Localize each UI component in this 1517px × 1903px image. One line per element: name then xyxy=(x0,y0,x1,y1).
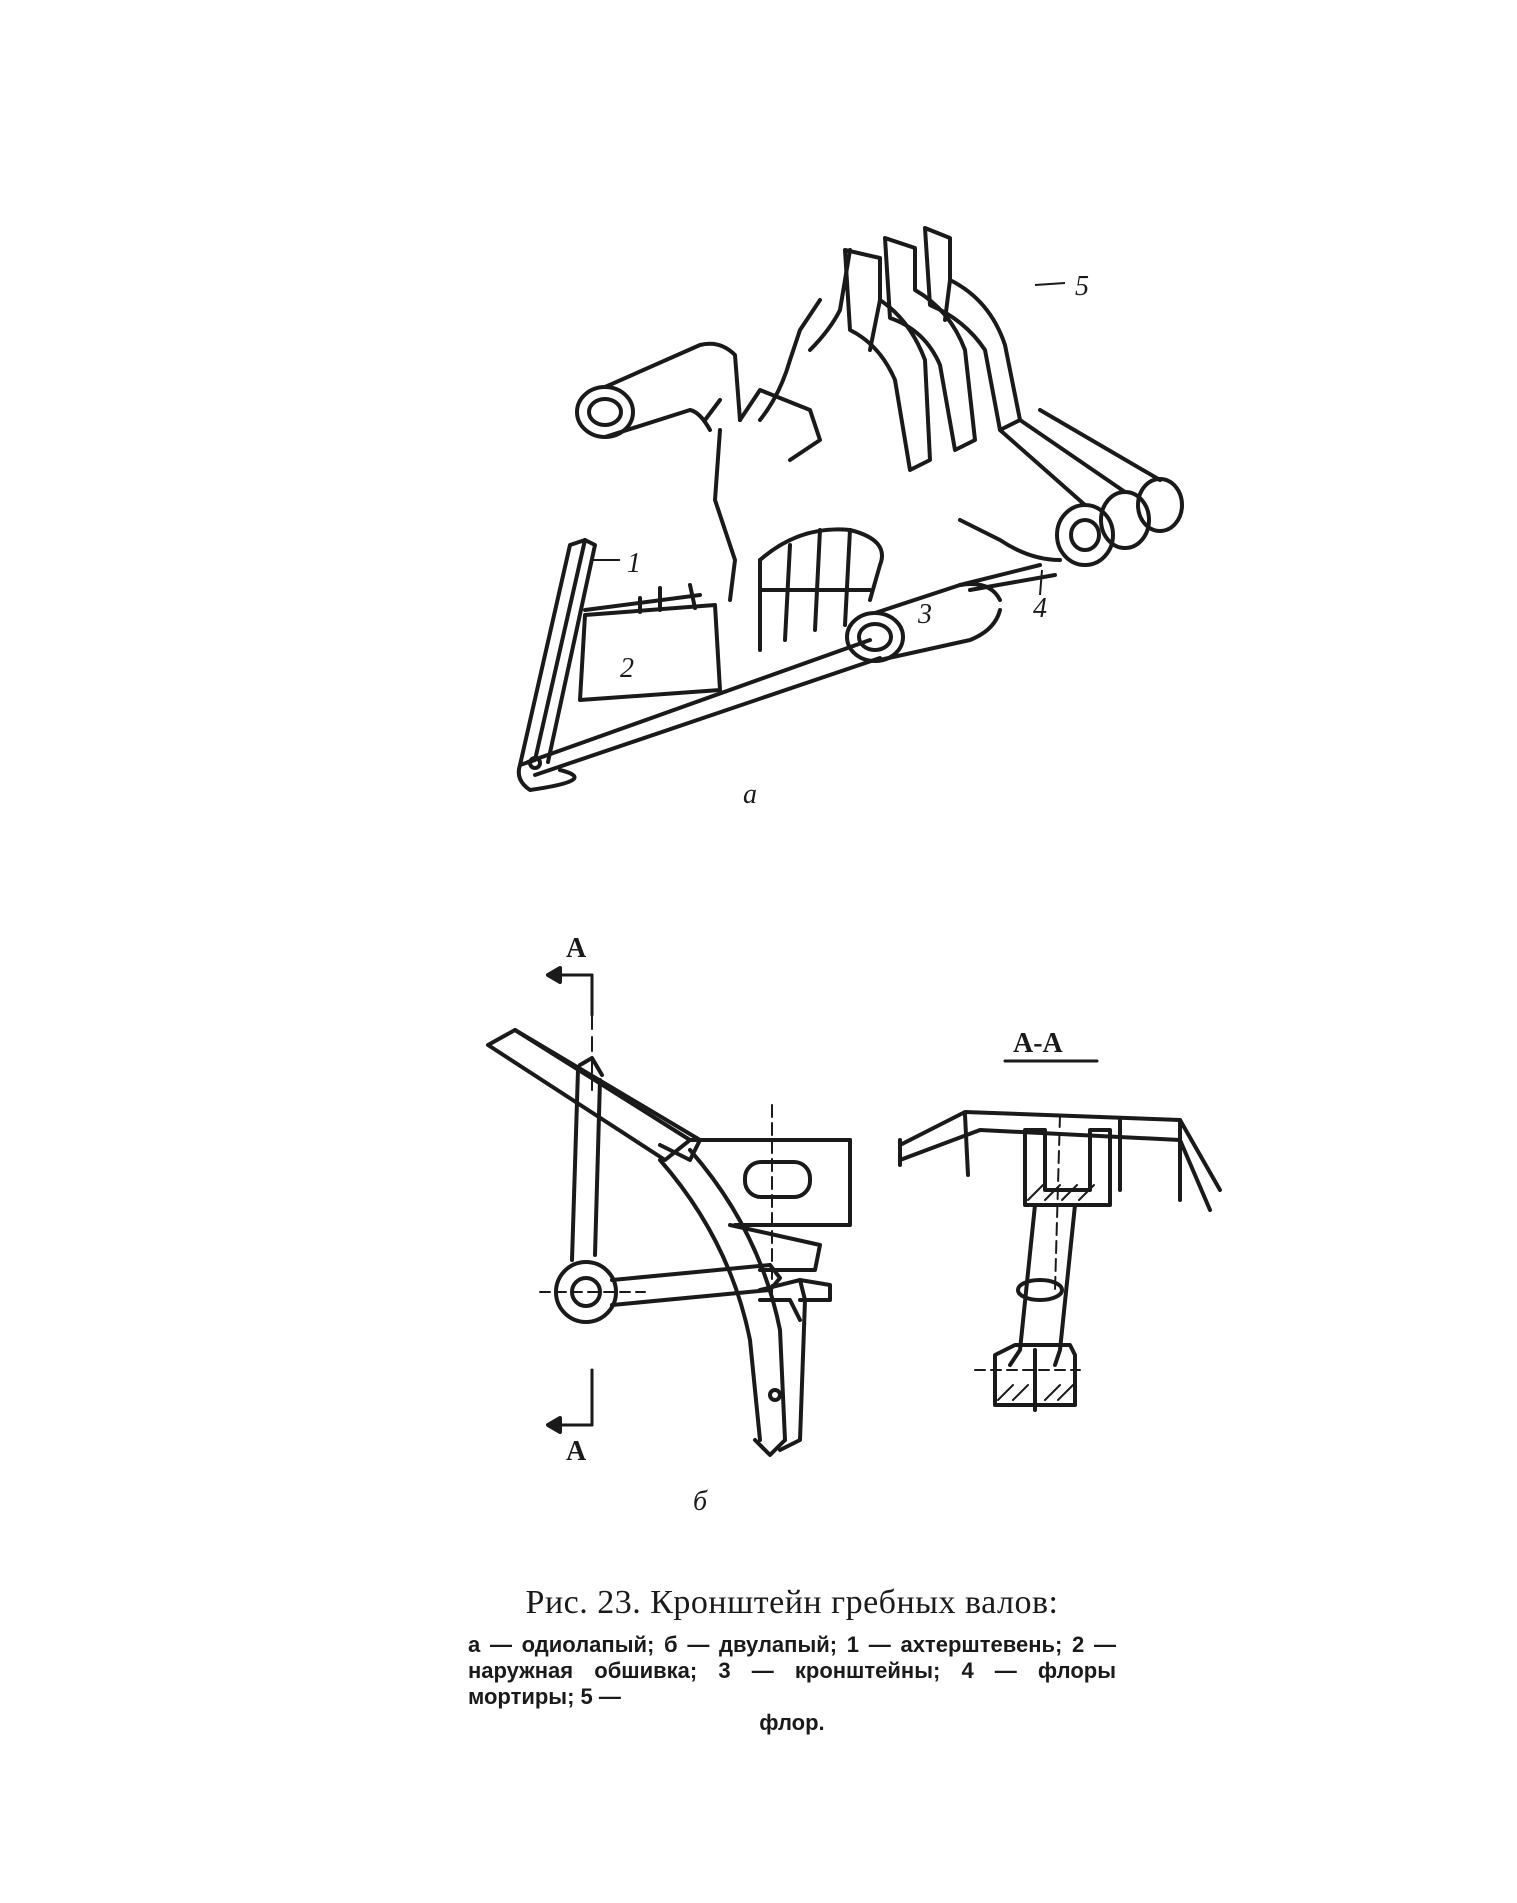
part-label-5: 5 xyxy=(1075,271,1089,302)
panel-label-a: a xyxy=(743,779,757,810)
caption-body xyxy=(468,1632,1116,1736)
part-label-1: 1 xyxy=(627,548,641,579)
single-leg-bracket-drawing xyxy=(519,228,1182,790)
part-label-3: 3 xyxy=(918,599,932,630)
caption-last-line: флор. xyxy=(759,1710,825,1735)
section-hatching xyxy=(998,1185,1094,1400)
section-aa-drawing xyxy=(900,1061,1220,1410)
part-label-2: 2 xyxy=(620,653,634,684)
two-leg-bracket-drawing xyxy=(488,968,850,1455)
figure-caption xyxy=(468,1584,1116,1736)
section-label-top: A xyxy=(566,933,587,964)
panel-label-b: б xyxy=(693,1486,708,1517)
part-label-4: 4 xyxy=(1033,593,1047,624)
caption-text: а — одиолапый; б — двулапый; 1 — ахтерштевень; 2 — наружная обшивка; 3 — кронштейны; 4 — флоры мортиры; 5 — xyxy=(468,1632,1116,1709)
section-title: A-A xyxy=(1013,1028,1063,1059)
caption-title: Рис. 23. Кронштейн гребных валов: xyxy=(525,1584,1059,1621)
section-label-bottom: A xyxy=(566,1436,587,1467)
